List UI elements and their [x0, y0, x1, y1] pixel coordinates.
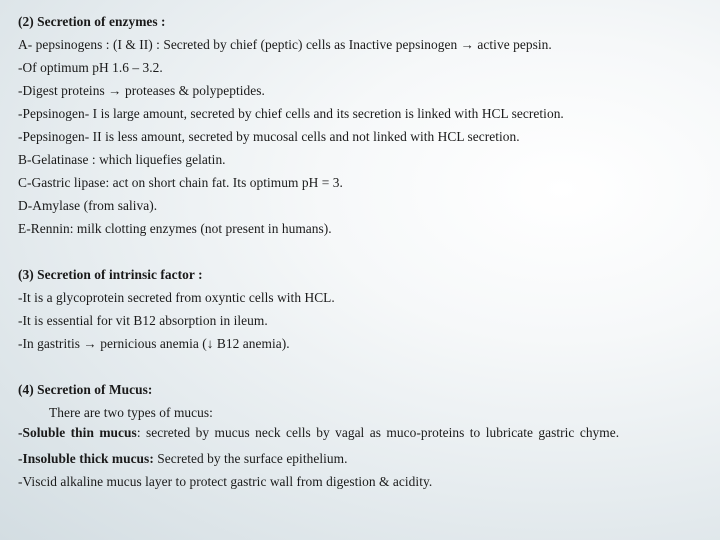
enzymes-line-amylase: D-Amylase (from saliva).	[18, 198, 158, 213]
enzymes-line-lipase: C-Gastric lipase: act on short chain fat. Its optimum pH = 3.	[18, 175, 343, 190]
enzymes-line-pepsinogen-2: -Pepsinogen- II is less amount, secreted by mucosal cells and not linked with HCL secretion.	[18, 129, 520, 144]
enzymes-heading: (2) Secretion of enzymes :	[18, 14, 166, 29]
enzymes-line-pepsinogens: A- pepsinogens : (I & II) : Secreted by chief (peptic) cells as Inactive pepsinogen → active pepsin.	[18, 37, 552, 52]
intrinsic-heading: (3) Secretion of intrinsic factor :	[18, 267, 203, 282]
intrinsic-line-b12: -It is essential for vit B12 absorption in ileum.	[18, 313, 268, 328]
mucus-intro: There are two types of mucus:	[49, 405, 213, 420]
section-spacer	[18, 240, 684, 263]
mucus-insoluble	[18, 447, 684, 470]
intrinsic-line-gastritis: -In gastritis → pernicious anemia (↓ B12 anemia).	[18, 336, 290, 351]
slide-content	[18, 10, 684, 493]
mucus-soluble	[18, 424, 684, 441]
enzymes-line-pepsinogen-1: -Pepsinogen- I is large amount, secreted by chief cells and its secretion is linked with HCL secretion.	[18, 106, 564, 121]
mucus-viscid: -Viscid alkaline mucus layer to protect gastric wall from digestion & acidity.	[18, 474, 433, 489]
section-spacer	[18, 355, 684, 378]
enzymes-line-optimum-ph: -Of optimum pH 1.6 – 3.2.	[18, 60, 163, 75]
mucus-insoluble-term: -Insoluble thick mucus:	[18, 451, 154, 466]
enzymes-line-gelatinase: B-Gelatinase : which liquefies gelatin.	[18, 152, 226, 167]
mucus-soluble-text: : secreted by mucus neck cells by vagal as muco-proteins to lubricate gastric chyme.	[136, 425, 620, 440]
mucus-heading: (4) Secretion of Mucus:	[18, 382, 153, 397]
mucus-soluble-term: -Soluble thin mucus	[18, 425, 137, 440]
enzymes-line-digest: -Digest proteins → proteases & polypeptides.	[18, 83, 265, 98]
intrinsic-line-glycoprotein: -It is a glycoprotein secreted from oxyntic cells with HCL.	[18, 290, 335, 305]
mucus-insoluble-text: Secreted by the surface epithelium.	[153, 451, 348, 466]
enzymes-line-rennin: E-Rennin: milk clotting enzymes (not present in humans).	[18, 221, 332, 236]
